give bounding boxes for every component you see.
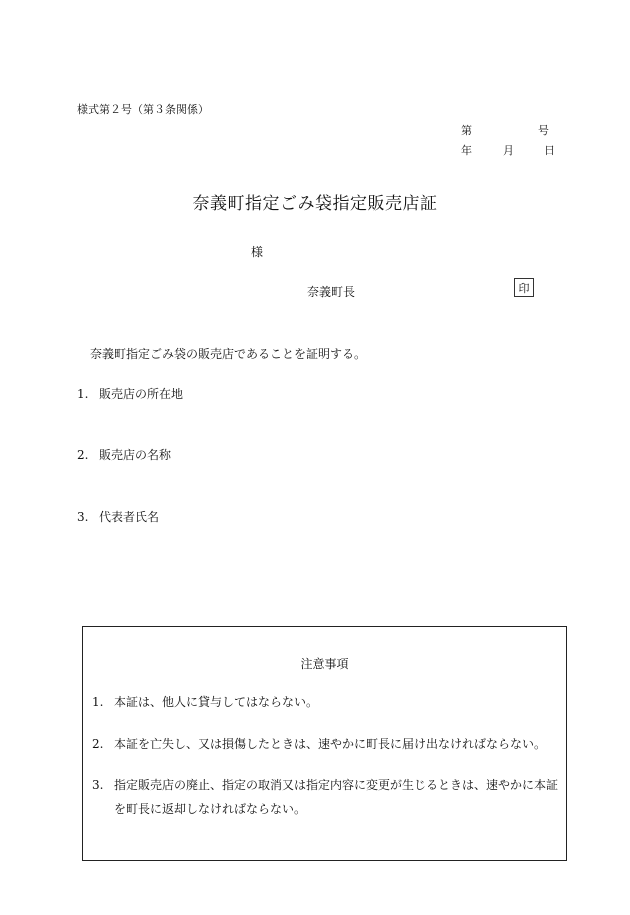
item-label: 販売店の所在地: [99, 387, 184, 401]
date-year-label: 年: [461, 144, 472, 157]
document-title: 奈義町指定ごみ袋指定販売店証: [192, 194, 438, 214]
notes-title: 注意事項: [300, 657, 349, 671]
note-text: 指定販売店の廃止、指定の取消又は指定内容に変更が生じるときは、速やかに本証を町長に返却しなければならない。: [114, 778, 559, 816]
item-store-name: [77, 446, 171, 463]
note-number: 1.: [92, 695, 104, 709]
note-text: 本証を亡失し、又は損傷したときは、速やかに町長に届け出なければならない。: [114, 737, 547, 751]
certification-statement: 奈義町指定ごみ袋の販売店であることを証明する。: [90, 347, 367, 361]
addressee-honorific: 様: [251, 245, 264, 259]
item-number: 2.: [77, 448, 89, 462]
note-number: 2.: [92, 737, 104, 751]
date-month-label: 月: [503, 144, 514, 157]
notes-box: [82, 626, 567, 861]
item-number: 1.: [77, 387, 89, 401]
item-store-location: [77, 385, 183, 402]
item-number: 3.: [77, 510, 89, 524]
issue-number-prefix: 第: [461, 124, 472, 137]
note-item: [92, 732, 562, 756]
date-day-label: 日: [544, 144, 555, 157]
note-item: [92, 773, 562, 821]
item-label: 販売店の名称: [99, 448, 172, 462]
item-representative-name: [77, 508, 159, 525]
form-number: 様式第２号（第３条関係）: [77, 103, 209, 116]
note-item: [92, 690, 562, 714]
note-number: 3.: [92, 778, 104, 792]
item-label: 代表者氏名: [99, 510, 160, 524]
seal-box: 印: [514, 278, 534, 297]
note-text: 本証は、他人に貸与してはならない。: [114, 695, 319, 709]
issuer-name: 奈義町長: [307, 285, 356, 299]
issue-number-suffix: 号: [538, 124, 549, 137]
